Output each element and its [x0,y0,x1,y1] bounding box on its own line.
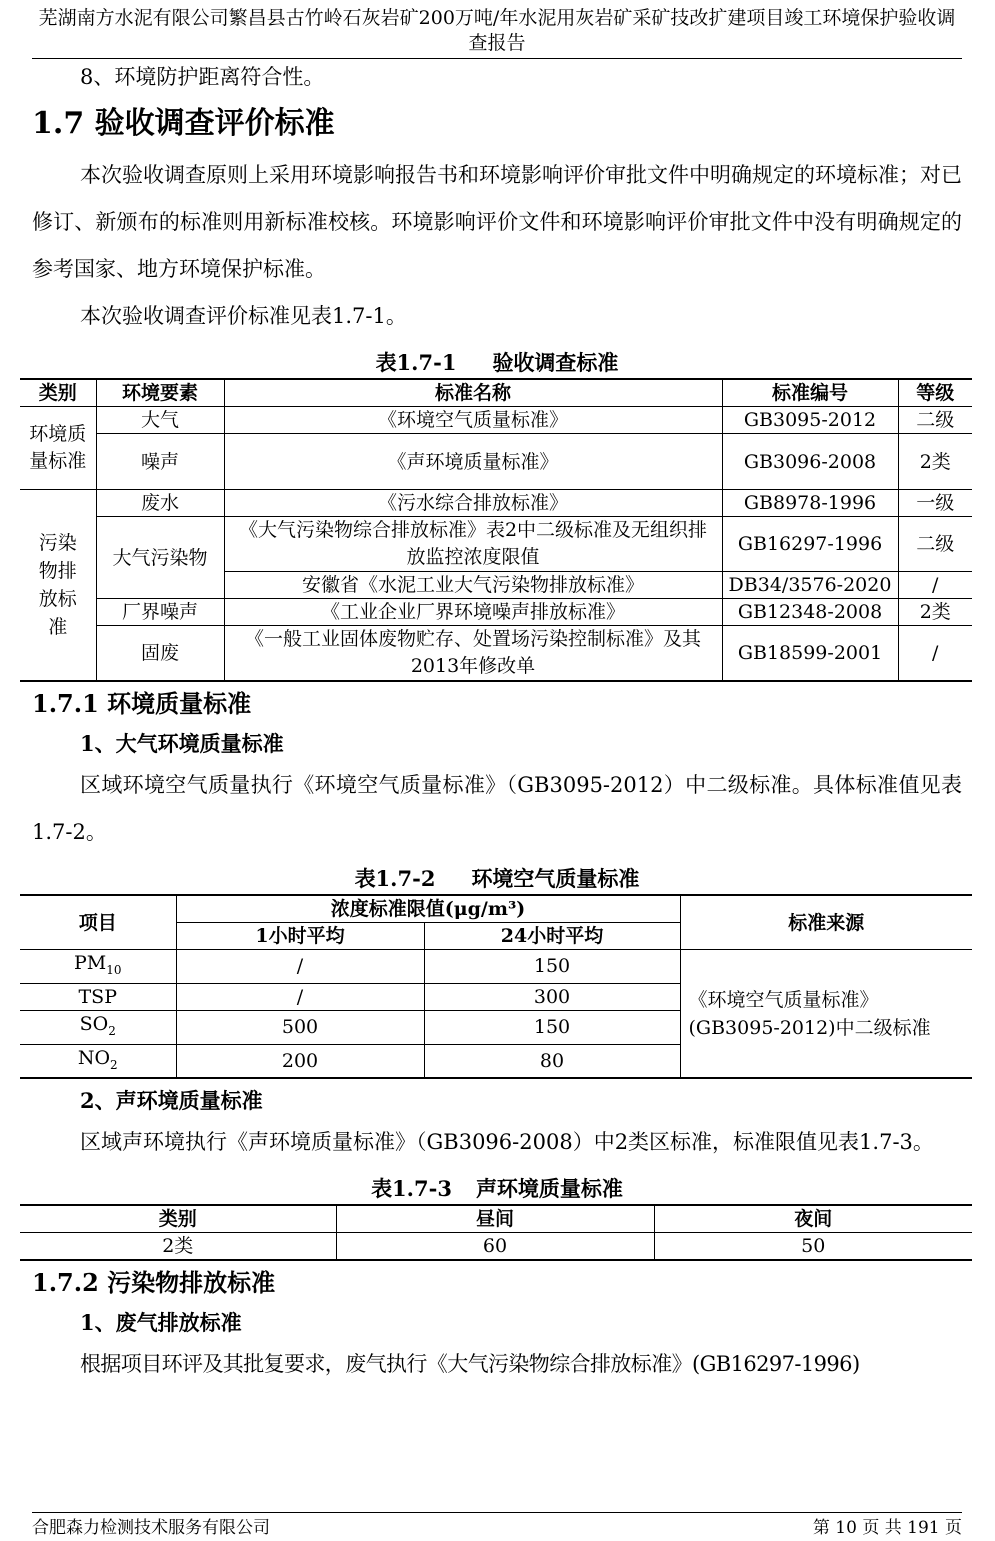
paragraph: 本次验收调查评价标准见表1.7-1。 [80,304,407,328]
standards-table [20,378,972,682]
cell: 80 [424,1044,680,1078]
table-header-row [20,1205,972,1233]
cell: 60 [336,1233,654,1261]
cell: 150 [424,1010,680,1044]
table-row [20,517,972,572]
paragraph: 根据项目环评及其批复要求，废气执行《大气污染物综合排放标准》(GB16297-1996) [80,1352,860,1377]
cell: GB12348-2008 [722,599,898,626]
cell: 二级 [898,517,972,572]
item-heading: 2、声环境质量标准 [80,1088,263,1114]
header-cell: 1小时平均 [176,923,424,950]
cell: 二级 [898,407,972,434]
cell: GB18599-2001 [722,626,898,682]
cell: 2类 [898,599,972,626]
document-body [29,62,962,1388]
table-row [20,1233,972,1261]
cell: 《工业企业厂界环境噪声排放标准》 [224,599,722,626]
noise-quality-table [20,1204,972,1261]
cell: / [176,983,424,1010]
paragraph: 区域声环境执行《声环境质量标准》（GB3096-2008）中2类区标准，标准限值见表1.7-3。 [80,1130,934,1155]
header-cell: 夜间 [654,1205,972,1233]
header-cell: 项目 [20,895,176,950]
cell: / [176,950,424,984]
report-title: 芜湖南方水泥有限公司繁昌县古竹岭石灰岩矿200万吨/年水泥用灰岩矿采矿技改扩建项目竣工环境保护验收调查报告 [38,7,956,54]
cell: 300 [424,983,680,1010]
cell: 《声环境质量标准》 [224,434,722,490]
table-title: 表1.7-2 环境空气质量标准 [354,866,640,891]
header-cell: 标准名称 [224,379,722,407]
cell: $PM_{10}$ [20,950,176,984]
cell: 500 [176,1010,424,1044]
cell: GB3095-2012 [722,407,898,434]
page-number: 第 10 页 共 191 页 [812,1518,962,1538]
table-header-row [20,379,972,407]
table-row [20,626,972,682]
paragraph: 区域环境空气质量执行《环境空气质量标准》（GB3095-2012）中二级标准。具体标准值见表1.7-2。 [32,773,962,844]
table-row [20,407,972,434]
cell: GB16297-1996 [722,517,898,572]
intro-item: 8、环境防护距离符合性。 [80,65,325,89]
cell: 200 [176,1044,424,1078]
section-heading-1-7-2: 1.7.2 污染物排放标准 [32,1268,276,1298]
cell: 一级 [898,490,972,517]
cell: / [898,626,972,682]
item-heading: 1、大气环境质量标准 [80,731,284,756]
source-cell: 《环境空气质量标准》(GB3095-2012)中二级标准 [680,950,972,1079]
cell: TSP [20,983,176,1010]
cell: 大气 [96,407,224,434]
table-row [20,490,972,517]
group-cell: 污染物排放标准 [20,490,96,682]
header-cell: 标准编号 [722,379,898,407]
cell: 150 [424,950,680,984]
header-cell: 类别 [20,379,96,407]
paragraph: 本次验收调查原则上采用环境影响报告书和环境影响评价审批文件中明确规定的环境标准；对已修订、新颁布的标准则用新标准校核。环境影响评价文件和环境影响评价审批文件中没有明确规定的参考国家、地方环境保护标准。 [32,163,962,281]
cell: 2类 [898,434,972,490]
cell: 《环境空气质量标准》 [224,407,722,434]
cell: 固废 [96,626,224,682]
page-header [32,6,962,59]
header-cell: 环境要素 [96,379,224,407]
air-quality-table [20,894,972,1079]
cell: 厂界噪声 [96,599,224,626]
table-row [20,599,972,626]
table-row [20,950,972,984]
header-cell: 24小时平均 [424,923,680,950]
cell: GB3096-2008 [722,434,898,490]
table-title: 表1.7-1 验收调查标准 [375,350,619,375]
cell: 《大气污染物综合排放标准》表2中二级标准及无组织排放监控浓度限值 [224,517,722,572]
cell: 2类 [20,1233,336,1261]
section-heading-1-7: 1.7 验收调查评价标准 [32,106,335,141]
cell: 噪声 [96,434,224,490]
cell: 50 [654,1233,972,1261]
cell: 废水 [96,490,224,517]
table-header-row [20,895,972,923]
header-cell: 标准来源 [680,895,972,950]
footer-company: 合肥森力检测技术服务有限公司 [32,1518,270,1538]
header-cell: 类别 [20,1205,336,1233]
header-cell: 昼间 [336,1205,654,1233]
header-cell: 等级 [898,379,972,407]
cell: 安徽省《水泥工业大气污染物排放标准》 [224,572,722,599]
group-cell: 环境质量标准 [20,407,96,490]
header-cell: 浓度标准限值(μg/m³) [176,895,680,923]
item-heading: 1、废气排放标准 [80,1310,242,1336]
section-heading-1-7-1: 1.7.1 环境质量标准 [32,689,252,718]
cell: 《一般工业固体废物贮存、处置场污染控制标准》及其2013年修改单 [224,626,722,682]
cell: GB8978-1996 [722,490,898,517]
cell: 大气污染物 [96,517,224,599]
page-footer [32,1512,962,1539]
cell: $SO_2$ [20,1010,176,1044]
table-row [20,434,972,490]
cell: / [898,572,972,599]
cell: $NO_2$ [20,1044,176,1078]
table-title: 表1.7-3 声环境质量标准 [371,1176,623,1202]
cell: DB34/3576-2020 [722,572,898,599]
cell: 《污水综合排放标准》 [224,490,722,517]
